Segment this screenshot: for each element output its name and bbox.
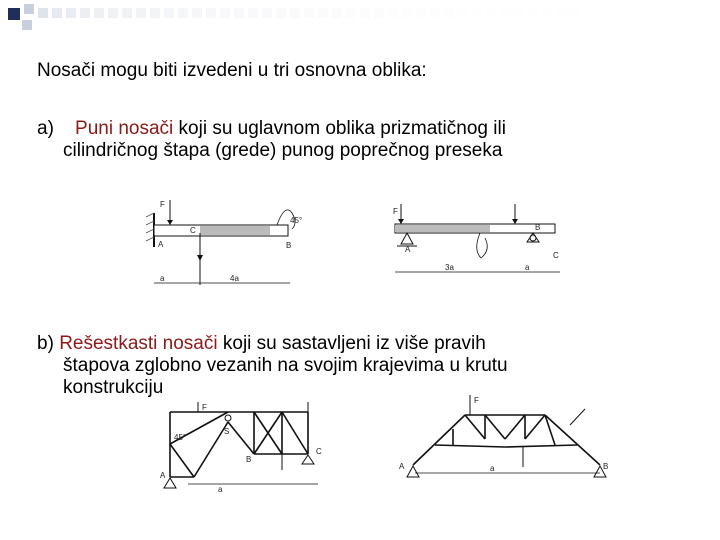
fig3-label-angle: 45° bbox=[174, 433, 187, 442]
item-a-line2: cilindričnog štapa (grede) punog poprečnog preseka bbox=[63, 140, 503, 161]
three-hinged-truss-diagram bbox=[158, 402, 330, 497]
fig3-label-a: a bbox=[218, 485, 223, 494]
item-b-line1-rest: koji su sastavljeni iz više pravih bbox=[222, 333, 486, 354]
item-a-line1-rest: koji su uglavnom oblika prizmatičnog ili bbox=[178, 118, 506, 139]
fig4-label-B: B bbox=[603, 462, 609, 471]
figure-three-hinged-truss bbox=[158, 402, 330, 497]
item-a-term: Puni nosači bbox=[75, 118, 174, 139]
fig1-label-B: B bbox=[286, 241, 292, 250]
item-a-marker: a) bbox=[37, 118, 54, 139]
item-a-paragraph bbox=[37, 118, 665, 162]
fig3-label-C: C bbox=[316, 447, 322, 456]
fig1-label-4a: 4a bbox=[230, 274, 239, 283]
supported-beam-diagram bbox=[385, 200, 575, 290]
fig2-label-B: B bbox=[535, 223, 541, 232]
fig1-label-angle: 45° bbox=[290, 216, 303, 225]
item-b-marker: b) bbox=[37, 333, 54, 354]
fig3-label-A: A bbox=[160, 471, 166, 480]
fig4-label-A: A bbox=[399, 462, 405, 471]
fig4-label-F: F bbox=[474, 396, 479, 405]
figure-supported-beam bbox=[385, 200, 575, 290]
figure-arched-truss bbox=[395, 395, 615, 495]
fig1-label-a: a bbox=[160, 274, 165, 283]
fig2-label-a: a bbox=[525, 263, 530, 272]
arched-truss-diagram bbox=[395, 395, 615, 495]
fig2-label-F: F bbox=[393, 207, 398, 216]
fig4-label-a: a bbox=[490, 464, 495, 473]
fig1-label-A: A bbox=[158, 240, 164, 249]
figure-cantilever-beam bbox=[140, 195, 305, 300]
item-b-line2: štapova zglobno vezanih na svojim krajevima u krutu bbox=[63, 355, 508, 376]
corner-squares-decoration bbox=[0, 0, 720, 40]
intro-text: Nosači mogu biti izvedeni u tri osnovna oblika: bbox=[37, 60, 427, 81]
item-b-term: Rešestkasti nosači bbox=[59, 333, 218, 354]
fig1-label-F: F bbox=[160, 200, 165, 209]
fig2-label-3a: 3a bbox=[445, 263, 454, 272]
fig2-label-C: C bbox=[553, 251, 559, 260]
fig3-label-B: B bbox=[246, 455, 252, 464]
item-b-line3: konstrukciju bbox=[63, 377, 164, 398]
fig3-label-S: S bbox=[224, 427, 230, 436]
fig2-label-A: A bbox=[405, 245, 411, 254]
cantilever-beam-diagram bbox=[140, 195, 305, 300]
item-b-paragraph bbox=[37, 333, 665, 399]
fig1-label-C: C bbox=[190, 226, 196, 235]
fig3-label-F: F bbox=[202, 403, 207, 412]
